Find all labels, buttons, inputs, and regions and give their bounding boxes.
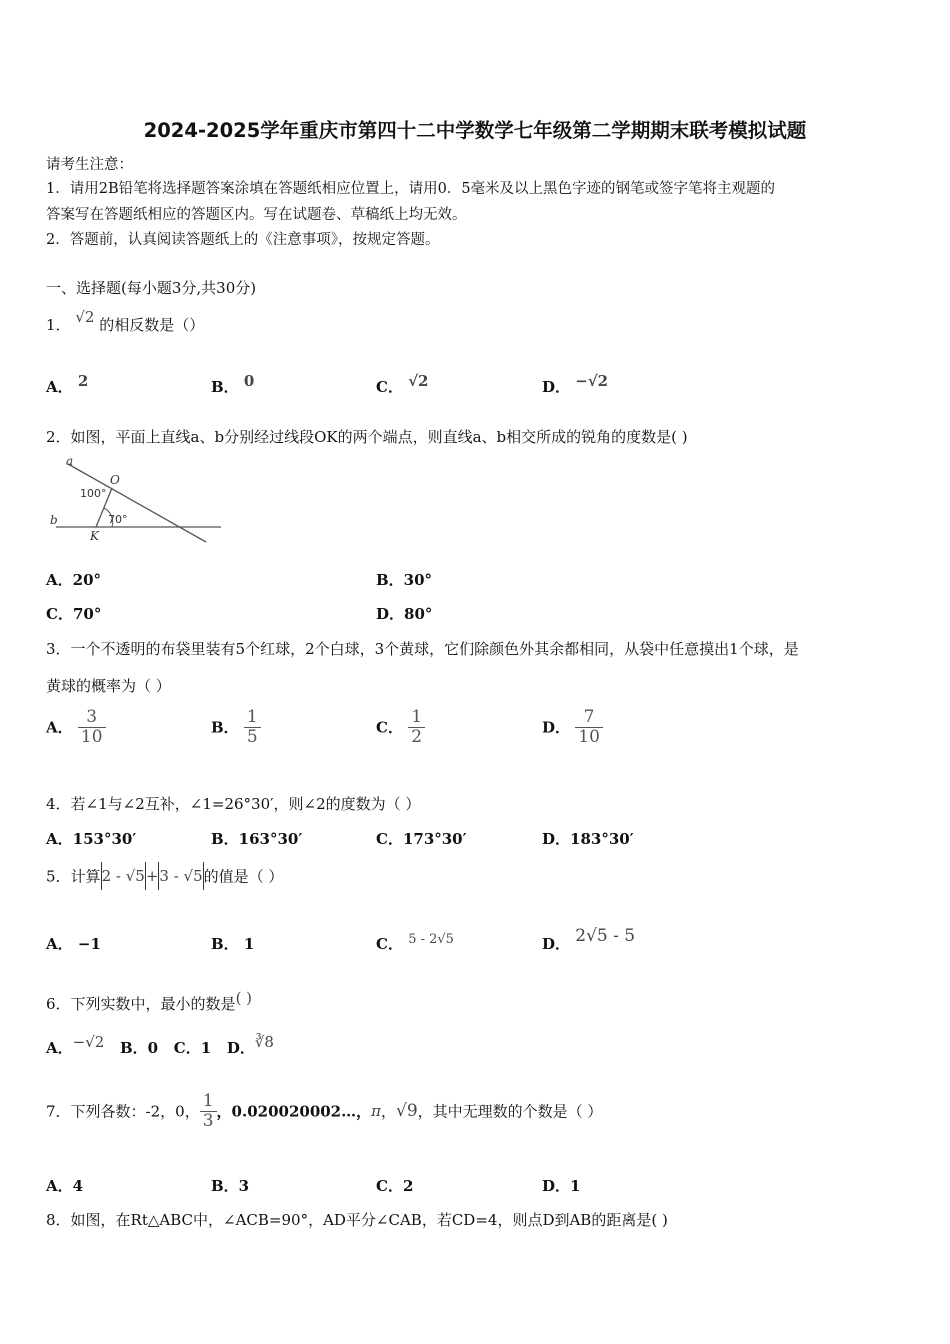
- section-heading: 一、选择题(每小题3分,共30分): [46, 279, 257, 297]
- question-4: 4．若∠1与∠2互补，∠1=26°30′，则∠2的度数为（ ）: [46, 795, 421, 813]
- q3-option-b[interactable]: B． $\frac{1}{5}$: [211, 708, 261, 746]
- question-5: 5．计算2 - √5+3 - √5的值是（ ）: [46, 862, 283, 890]
- q1-option-a[interactable]: A． 2: [46, 372, 89, 396]
- question-7: 7．下列各数：-2，0， $\frac{1}{3}$ ，0.020020002…，π，√9，其中无理数的个数是（ ）: [46, 1091, 603, 1131]
- question-1: [46, 308, 205, 335]
- abs-expression-1: 2 - √5: [101, 867, 145, 885]
- question-6: 6．下列实数中，最小的数是( ): [46, 989, 253, 1013]
- sqrt2-expression: √2: [75, 308, 95, 326]
- angle-100: 100°: [80, 487, 107, 500]
- question-number: 1．: [46, 316, 71, 334]
- q6-options: [46, 1033, 274, 1058]
- question-8: 8．如图，在Rt△ABC中，∠ACB=90°，AD平分∠CAB，若CD=4，则点D到AB的距离是( ): [46, 1211, 668, 1229]
- q5-option-c[interactable]: C． 5 - 2√5: [376, 932, 454, 953]
- question-number: 2．: [46, 428, 71, 446]
- q3-option-a[interactable]: A． $\frac{3}{10}$: [46, 708, 106, 746]
- label-o: O: [110, 473, 120, 487]
- q7-option-a[interactable]: A．4: [46, 1177, 84, 1195]
- q3-option-d[interactable]: D． $\frac{7}{10}$: [542, 708, 603, 746]
- q1-option-c[interactable]: C． √2: [376, 372, 429, 396]
- question-text: 如图，平面上直线a、b分别经过线段OK的两个端点，则直线a、b相交所成的锐角的度数是( ): [70, 428, 688, 446]
- q4-option-b[interactable]: B．163°30′: [211, 830, 303, 848]
- abs-expression-2: 3 - √5: [159, 867, 203, 885]
- q6-option-b[interactable]: B．0: [119, 1039, 159, 1057]
- q4-option-a[interactable]: A．153°30′: [46, 830, 137, 848]
- q5-option-d[interactable]: D． 2√5 - 5: [542, 926, 636, 953]
- q6-option-d[interactable]: D．∛8: [226, 1033, 274, 1057]
- q5-option-a[interactable]: A． −1: [46, 935, 101, 953]
- question-2: [46, 426, 688, 447]
- label-k: K: [90, 529, 99, 543]
- notice-line-3: 2．答题前，认真阅读答题纸上的《注意事项》，按规定答题。: [46, 232, 440, 248]
- q6-option-c[interactable]: C．1: [173, 1039, 212, 1057]
- label-b: b: [50, 513, 58, 527]
- notice-line-1: 1．请用2B铅笔将选择题答案涂填在答题纸相应位置上，请用0．5毫米及以上黑色字迹的钢笔或签字笔将主观题的: [46, 181, 776, 197]
- lines-figure: [46, 452, 226, 547]
- notice-line-2: 答案写在答题纸相应的答题区内。写在试题卷、草稿纸上均无效。: [46, 207, 467, 223]
- q6-option-a[interactable]: A．−√2: [46, 1033, 105, 1057]
- q1-option-d[interactable]: D． −√2: [542, 372, 609, 396]
- notice-heading: 请考生注意：: [46, 157, 133, 173]
- q7-option-b[interactable]: B．3: [211, 1177, 250, 1195]
- q2-option-c[interactable]: C．70°: [46, 605, 102, 623]
- question-3-line-2: 黄球的概率为（ ）: [46, 677, 171, 695]
- q4-option-d[interactable]: D．183°30′: [542, 830, 634, 848]
- one-third-fraction: $\frac{1}{3}$: [200, 1092, 217, 1130]
- q2-option-b[interactable]: B．30°: [376, 571, 433, 589]
- angle-70: 70°: [108, 513, 128, 526]
- q5-option-b[interactable]: B． 1: [211, 935, 255, 953]
- q7-option-d[interactable]: D．1: [542, 1177, 581, 1195]
- page-title: 2024-2025学年重庆市第四十二中学数学七年级第二学期期末联考模拟试题: [143, 119, 807, 142]
- question-text: 的相反数是（）: [99, 316, 205, 334]
- q1-option-b[interactable]: B． 0: [211, 372, 255, 396]
- q2-option-a[interactable]: A．20°: [46, 571, 102, 589]
- q3-option-c[interactable]: C． $\frac{1}{2}$: [376, 708, 425, 746]
- question-3-line-1: 3．一个不透明的布袋里装有5个红球，2个白球，3个黄球，它们除颜色外其余都相同，从袋中任意摸出1个球，是: [46, 640, 799, 658]
- q2-option-d[interactable]: D．80°: [376, 605, 433, 623]
- q7-option-c[interactable]: C．2: [376, 1177, 414, 1195]
- q4-option-c[interactable]: C．173°30′: [376, 830, 467, 848]
- label-a: a: [66, 454, 74, 468]
